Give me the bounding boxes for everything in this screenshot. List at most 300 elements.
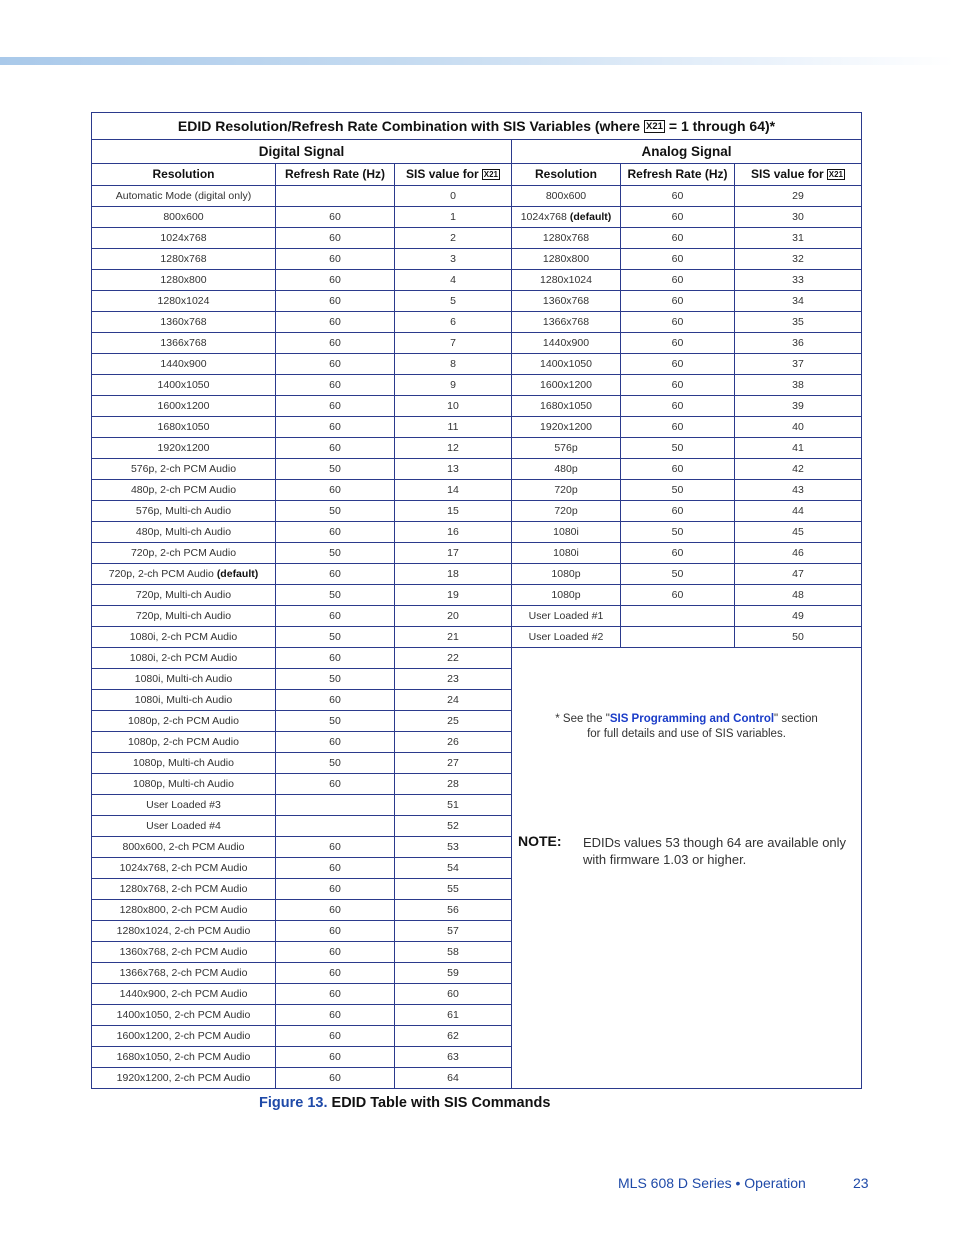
digital-cell: [276, 627, 394, 647]
digital-cell-text: 2: [450, 232, 456, 244]
digital-cell: [395, 921, 511, 941]
digital-cell: [92, 375, 275, 395]
analog-cell-text: 39: [792, 400, 804, 412]
digital-cell-text: 1080p, 2-ch PCM Audio: [128, 715, 239, 727]
digital-cell: [395, 669, 511, 689]
digital-cell: [276, 186, 394, 206]
digital-cell: [395, 207, 511, 227]
digital-cell: [92, 879, 275, 899]
digital-cell-text: 60: [329, 316, 341, 328]
analog-cell: [512, 396, 620, 416]
digital-cell: [395, 648, 511, 668]
digital-cell-text: 1600x1200, 2-ch PCM Audio: [116, 1030, 251, 1042]
digital-cell: [395, 564, 511, 584]
digital-cell-text: 1360x768, 2-ch PCM Audio: [119, 946, 248, 958]
analog-cell: [512, 312, 620, 332]
digital-cell: [395, 963, 511, 983]
digital-cell: [395, 606, 511, 626]
analog-cell-text: 46: [792, 547, 804, 559]
analog-cell-text: User Loaded #2: [528, 631, 604, 643]
analog-cell: [621, 564, 734, 584]
digital-cell: [92, 837, 275, 857]
digital-cell: [276, 858, 394, 878]
note-text: EDIDs values 53 though 64 are available only with firmware 1.03 or higher.: [583, 835, 847, 867]
analog-cell-text: 800x600: [545, 190, 587, 202]
digital-cell-text: 50: [329, 631, 341, 643]
digital-cell: [395, 816, 511, 836]
analog-cell-text: 60: [671, 463, 684, 475]
analog-cell-text: 1024x768: [520, 211, 567, 223]
analog-cell-text: 1280x768: [542, 232, 590, 244]
digital-cell: [276, 711, 394, 731]
digital-cell-text: 50: [329, 463, 341, 475]
digital-cell: [276, 396, 394, 416]
digital-cell: [92, 669, 275, 689]
analog-cell-text: 1366x768: [542, 316, 590, 328]
digital-cell-text: 1280x800: [160, 274, 207, 286]
digital-cell: [276, 522, 394, 542]
analog-cell: [735, 375, 861, 395]
digital-cell: [395, 417, 511, 437]
analog-cell-text: 45: [792, 526, 804, 538]
figure-number: Figure 13.: [259, 1095, 328, 1111]
analog-cell-text: 1920x1200: [540, 421, 592, 433]
analog-cell: [512, 627, 620, 647]
digital-cell-text: 720p, 2-ch PCM Audio: [130, 547, 237, 559]
digital-cell-text: 25: [447, 715, 459, 727]
analog-cell-text: 60: [671, 295, 684, 307]
analog-cell-text: 35: [792, 316, 804, 328]
digital-cell-text: 60: [329, 295, 341, 307]
digital-cell-text: 1680x1050, 2-ch PCM Audio: [116, 1051, 251, 1063]
analog-cell: [621, 606, 734, 626]
digital-cell-text: 59: [447, 967, 459, 979]
analog-cell: [512, 333, 620, 353]
digital-cell: [395, 438, 511, 458]
digital-cell-text: 60: [329, 274, 341, 286]
analog-cell-text: 720p: [554, 484, 578, 496]
analog-cell-text: 40: [792, 421, 804, 433]
analog-cell: [735, 270, 861, 290]
digital-cell: [395, 1047, 511, 1067]
digital-cell: [92, 753, 275, 773]
analog-cell: [621, 480, 734, 500]
analog-cell: [621, 291, 734, 311]
x21-variable-icon: X21: [483, 169, 498, 179]
analog-cell: [512, 459, 620, 479]
digital-cell-text: 54: [447, 862, 459, 874]
table-title-prefix: EDID Resolution/Refresh Rate Combination with SIS Variables (where: [177, 118, 640, 134]
digital-cell-text: 720p, 2-ch PCM Audio: [108, 568, 214, 580]
digital-cell: [92, 1047, 275, 1067]
digital-cell-text: 720p, Multi-ch Audio: [135, 589, 232, 601]
digital-cell: [395, 1068, 511, 1088]
digital-cell: [276, 816, 394, 836]
digital-cell: [395, 354, 511, 374]
digital-cell: [92, 606, 275, 626]
digital-cell: [395, 795, 511, 815]
analog-cell: [735, 312, 861, 332]
analog-cell: [735, 564, 861, 584]
digital-cell-text: 1360x768: [160, 316, 207, 328]
analog-cell-text: 31: [792, 232, 804, 244]
digital-cell-text: 10: [447, 400, 459, 412]
analog-cell-text: 32: [792, 253, 804, 265]
digital-cell: [276, 1068, 394, 1088]
digital-cell-text: 60: [329, 1072, 341, 1084]
analog-cell-text: 60: [671, 253, 684, 265]
digital-cell-text: 1080i, 2-ch PCM Audio: [129, 631, 238, 643]
analog-cell-text: 42: [792, 463, 804, 475]
analog-cell-text: 60: [671, 589, 684, 601]
digital-cell: [92, 501, 275, 521]
analog-cell: [512, 417, 620, 437]
analog-cell: [735, 207, 861, 227]
digital-cell: [395, 858, 511, 878]
digital-cell: [276, 564, 394, 584]
digital-cell: [92, 627, 275, 647]
analog-cell-text: 34: [792, 295, 804, 307]
analog-cell: [621, 186, 734, 206]
analog-cell: [512, 207, 620, 227]
analog-cell: [735, 228, 861, 248]
digital-cell-text: 60: [329, 484, 341, 496]
digital-cell-text: 1680x1050: [157, 421, 210, 433]
analog-cell: [512, 480, 620, 500]
footnote-suffix: " section: [774, 713, 818, 725]
digital-cell: [395, 396, 511, 416]
digital-cell: [92, 900, 275, 920]
analog-cell: [621, 459, 734, 479]
digital-col-refresh: Refresh Rate (Hz): [284, 167, 386, 181]
analog-cell-text: 1080p: [551, 589, 581, 601]
digital-cell: [276, 732, 394, 752]
digital-cell-text: 16: [447, 526, 459, 538]
analog-cell: [621, 417, 734, 437]
digital-cell: [395, 627, 511, 647]
digital-cell-text: 60: [329, 694, 341, 706]
digital-cell: [92, 417, 275, 437]
analog-cell: [621, 438, 734, 458]
digital-cell: [276, 543, 394, 563]
analog-cell-text: 1360x768: [542, 295, 590, 307]
digital-cell-text: 55: [447, 883, 459, 895]
digital-cell-text: 1366x768: [160, 337, 207, 349]
analog-cell: [735, 522, 861, 542]
digital-cell: [276, 270, 394, 290]
analog-cell-text: 720p: [554, 505, 578, 517]
digital-cell-text: 1080p, Multi-ch Audio: [133, 778, 234, 790]
table-title-suffix: = 1 through 64)*: [668, 118, 776, 134]
analog-cell-text: 1280x800: [542, 253, 590, 265]
digital-cell-text: User Loaded #4: [146, 820, 221, 832]
digital-cell-text: 1280x1024: [157, 295, 210, 307]
analog-col-sis: [735, 163, 861, 185]
digital-cell: [92, 312, 275, 332]
digital-cell-text: 63: [447, 1051, 459, 1063]
digital-cell: [276, 207, 394, 227]
digital-cell-text: 1080i, Multi-ch Audio: [134, 673, 233, 685]
digital-cell: [92, 1026, 275, 1046]
analog-cell-text: 1080i: [553, 526, 579, 538]
digital-cell-text: 1600x1200: [157, 400, 210, 412]
analog-cell-text: 50: [671, 442, 684, 454]
digital-cell-text: 1280x1024, 2-ch PCM Audio: [116, 925, 251, 937]
digital-cell: [395, 312, 511, 332]
digital-cell-text: 60: [329, 232, 341, 244]
digital-cell-text: 26: [447, 736, 459, 748]
digital-cell: [92, 354, 275, 374]
digital-cell: [92, 564, 275, 584]
digital-cell-text: 800x600: [163, 211, 204, 223]
digital-cell: [92, 228, 275, 248]
digital-cell-text: 51: [447, 799, 459, 811]
analog-cell-text: 41: [792, 442, 804, 454]
analog-cell: [735, 186, 861, 206]
digital-cell-text: 22: [447, 652, 459, 664]
analog-cell-text: 60: [671, 274, 684, 286]
digital-cell-text: 60: [329, 652, 341, 664]
digital-cell-text: 60: [329, 946, 341, 958]
digital-cell: [395, 879, 511, 899]
digital-cell: [92, 648, 275, 668]
digital-cell: [92, 396, 275, 416]
analog-cell: [621, 207, 734, 227]
analog-cell: [735, 291, 861, 311]
analog-cell-text: 60: [671, 232, 684, 244]
digital-cell: [276, 774, 394, 794]
digital-cell-text: 60: [329, 778, 341, 790]
digital-cell: [395, 375, 511, 395]
digital-col-resolution: Resolution: [152, 167, 215, 181]
digital-cell: [92, 249, 275, 269]
analog-cell-text: 1280x1024: [540, 274, 592, 286]
analog-cell: [512, 564, 620, 584]
digital-cell: [276, 249, 394, 269]
analog-cell-text: 60: [671, 421, 684, 433]
digital-cell: [276, 669, 394, 689]
analog-cell-text: 60: [671, 190, 684, 202]
analog-cell-text: 50: [671, 484, 684, 496]
analog-cell-text: 1400x1050: [540, 358, 592, 370]
table-title: [92, 113, 861, 139]
digital-cell: [92, 963, 275, 983]
analog-cell: [735, 333, 861, 353]
digital-cell: [395, 228, 511, 248]
analog-cell-text: 33: [792, 274, 804, 286]
digital-cell-text: 480p, Multi-ch Audio: [135, 526, 232, 538]
digital-cell-text: 13: [447, 463, 459, 475]
digital-cell-text: 60: [329, 1009, 341, 1021]
digital-cell-text: 4: [450, 274, 456, 286]
digital-cell: [395, 984, 511, 1004]
digital-cell: [395, 333, 511, 353]
digital-cell-text: 27: [447, 757, 459, 769]
digital-cell-text: 60: [329, 253, 341, 265]
analog-cell: [735, 606, 861, 626]
digital-cell: [395, 480, 511, 500]
analog-col-sis-label: SIS value for: [751, 167, 824, 181]
analog-cell: [512, 375, 620, 395]
analog-cell-text: 47: [792, 568, 804, 580]
analog-cell: [621, 249, 734, 269]
x21-variable-icon: X21: [828, 169, 843, 179]
digital-cell: [92, 1005, 275, 1025]
digital-cell: [276, 921, 394, 941]
analog-cell: [735, 459, 861, 479]
digital-cell: [92, 270, 275, 290]
digital-cell-text: 50: [329, 757, 341, 769]
digital-signal-header: Digital Signal: [258, 144, 345, 159]
digital-cell: [276, 1005, 394, 1025]
digital-cell-text: 1080p, Multi-ch Audio: [133, 757, 234, 769]
note-label: NOTE:: [518, 833, 562, 849]
sis-footnote: [512, 712, 861, 742]
rule-col: [734, 163, 735, 648]
analog-cell-text: User Loaded #1: [528, 610, 604, 622]
digital-cell-text: 18: [447, 568, 459, 580]
digital-cell: [395, 732, 511, 752]
digital-cell: [276, 459, 394, 479]
digital-cell-text: 60: [329, 925, 341, 937]
digital-col-sis: [395, 163, 511, 185]
digital-cell: [276, 375, 394, 395]
analog-cell-text: 1080p: [551, 568, 581, 580]
analog-cell: [621, 627, 734, 647]
digital-cell-text: 62: [447, 1030, 459, 1042]
digital-cell: [276, 795, 394, 815]
digital-cell-text: 1280x768: [160, 253, 207, 265]
digital-cell: [276, 1026, 394, 1046]
digital-cell: [92, 438, 275, 458]
digital-cell: [395, 459, 511, 479]
digital-cell-text: 9: [450, 379, 456, 391]
digital-cell-text: 64: [447, 1072, 459, 1084]
digital-cell-text: 21: [447, 631, 459, 643]
digital-cell: [276, 753, 394, 773]
digital-cell: [276, 942, 394, 962]
digital-cell: [395, 900, 511, 920]
digital-cell: [92, 816, 275, 836]
analog-cell: [735, 543, 861, 563]
analog-cell: [735, 480, 861, 500]
analog-cell-text: 48: [792, 589, 804, 601]
digital-cell: [395, 753, 511, 773]
analog-cell: [621, 354, 734, 374]
analog-cell: [735, 396, 861, 416]
digital-cell-text: 800x600, 2-ch PCM Audio: [122, 841, 245, 853]
digital-cell-text: 6: [450, 316, 456, 328]
digital-cell-text: 1: [450, 211, 456, 223]
digital-cell: [92, 858, 275, 878]
digital-cell: [276, 606, 394, 626]
digital-cell-text: 19: [447, 589, 459, 601]
analog-cell: [512, 186, 620, 206]
digital-cell: [395, 690, 511, 710]
digital-cell: [276, 648, 394, 668]
analog-cell: [512, 501, 620, 521]
analog-cell-text: 50: [671, 526, 684, 538]
analog-cell: [621, 270, 734, 290]
digital-cell-text: User Loaded #3: [146, 799, 221, 811]
x21-variable-icon: X21: [646, 120, 663, 132]
digital-cell: [92, 711, 275, 731]
figure-title: EDID Table with SIS Commands: [331, 1095, 551, 1111]
digital-cell: [92, 333, 275, 353]
digital-cell-text: 17: [447, 547, 459, 559]
digital-cell-text: 60: [329, 610, 341, 622]
analog-cell-text: 1600x1200: [540, 379, 592, 391]
analog-cell: [621, 522, 734, 542]
page-number: 23: [853, 1175, 869, 1191]
analog-cell: [512, 249, 620, 269]
footnote-line2: for full details and use of SIS variables.: [587, 728, 786, 740]
analog-cell: [512, 585, 620, 605]
default-tag: (default): [216, 568, 259, 580]
digital-cell: [92, 207, 275, 227]
digital-cell-text: 1280x768, 2-ch PCM Audio: [119, 883, 248, 895]
digital-cell-text: 56: [447, 904, 459, 916]
note-area: [512, 650, 861, 1088]
digital-cell-text: 20: [447, 610, 459, 622]
digital-cell-text: 50: [329, 673, 341, 685]
digital-cell: [92, 774, 275, 794]
digital-cell-text: 0: [450, 190, 456, 202]
digital-cell-text: 50: [329, 715, 341, 727]
digital-cell-text: 14: [447, 484, 459, 496]
analog-cell-text: 60: [671, 400, 684, 412]
digital-cell: [276, 900, 394, 920]
analog-cell-text: 29: [792, 190, 804, 202]
digital-cell: [276, 1047, 394, 1067]
digital-cell: [395, 942, 511, 962]
analog-cell: [735, 585, 861, 605]
digital-cell: [395, 1026, 511, 1046]
sis-programming-link[interactable]: SIS Programming and Control: [609, 713, 775, 725]
digital-cell: [276, 417, 394, 437]
analog-cell: [621, 375, 734, 395]
digital-cell-text: 1080i, Multi-ch Audio: [134, 694, 233, 706]
digital-cell: [276, 690, 394, 710]
digital-cell-text: 11: [447, 421, 459, 433]
digital-cell: [276, 879, 394, 899]
digital-cell: [92, 732, 275, 752]
digital-cell: [276, 501, 394, 521]
rule-col: [394, 163, 395, 1089]
digital-cell: [276, 963, 394, 983]
digital-cell: [276, 354, 394, 374]
digital-cell-text: 3: [450, 253, 456, 265]
footer-title: MLS 608 D Series • Operation: [618, 1175, 806, 1191]
digital-cell-text: 60: [329, 421, 341, 433]
digital-cell-text: 60: [329, 379, 341, 391]
analog-cell: [621, 585, 734, 605]
digital-cell-text: 57: [447, 925, 459, 937]
digital-cell-text: 1080p, 2-ch PCM Audio: [128, 736, 239, 748]
digital-cell-text: 58: [447, 946, 459, 958]
digital-cell: [276, 438, 394, 458]
digital-cell: [92, 795, 275, 815]
analog-cell: [621, 312, 734, 332]
analog-cell-text: 1080i: [553, 547, 579, 559]
digital-cell-text: 1280x800, 2-ch PCM Audio: [119, 904, 248, 916]
analog-col-resolution: Resolution: [535, 167, 597, 181]
figure-caption: [259, 1095, 550, 1111]
digital-cell-text: 60: [329, 337, 341, 349]
digital-cell-text: 28: [447, 778, 459, 790]
digital-cell-text: 8: [450, 358, 456, 370]
digital-cell: [395, 837, 511, 857]
